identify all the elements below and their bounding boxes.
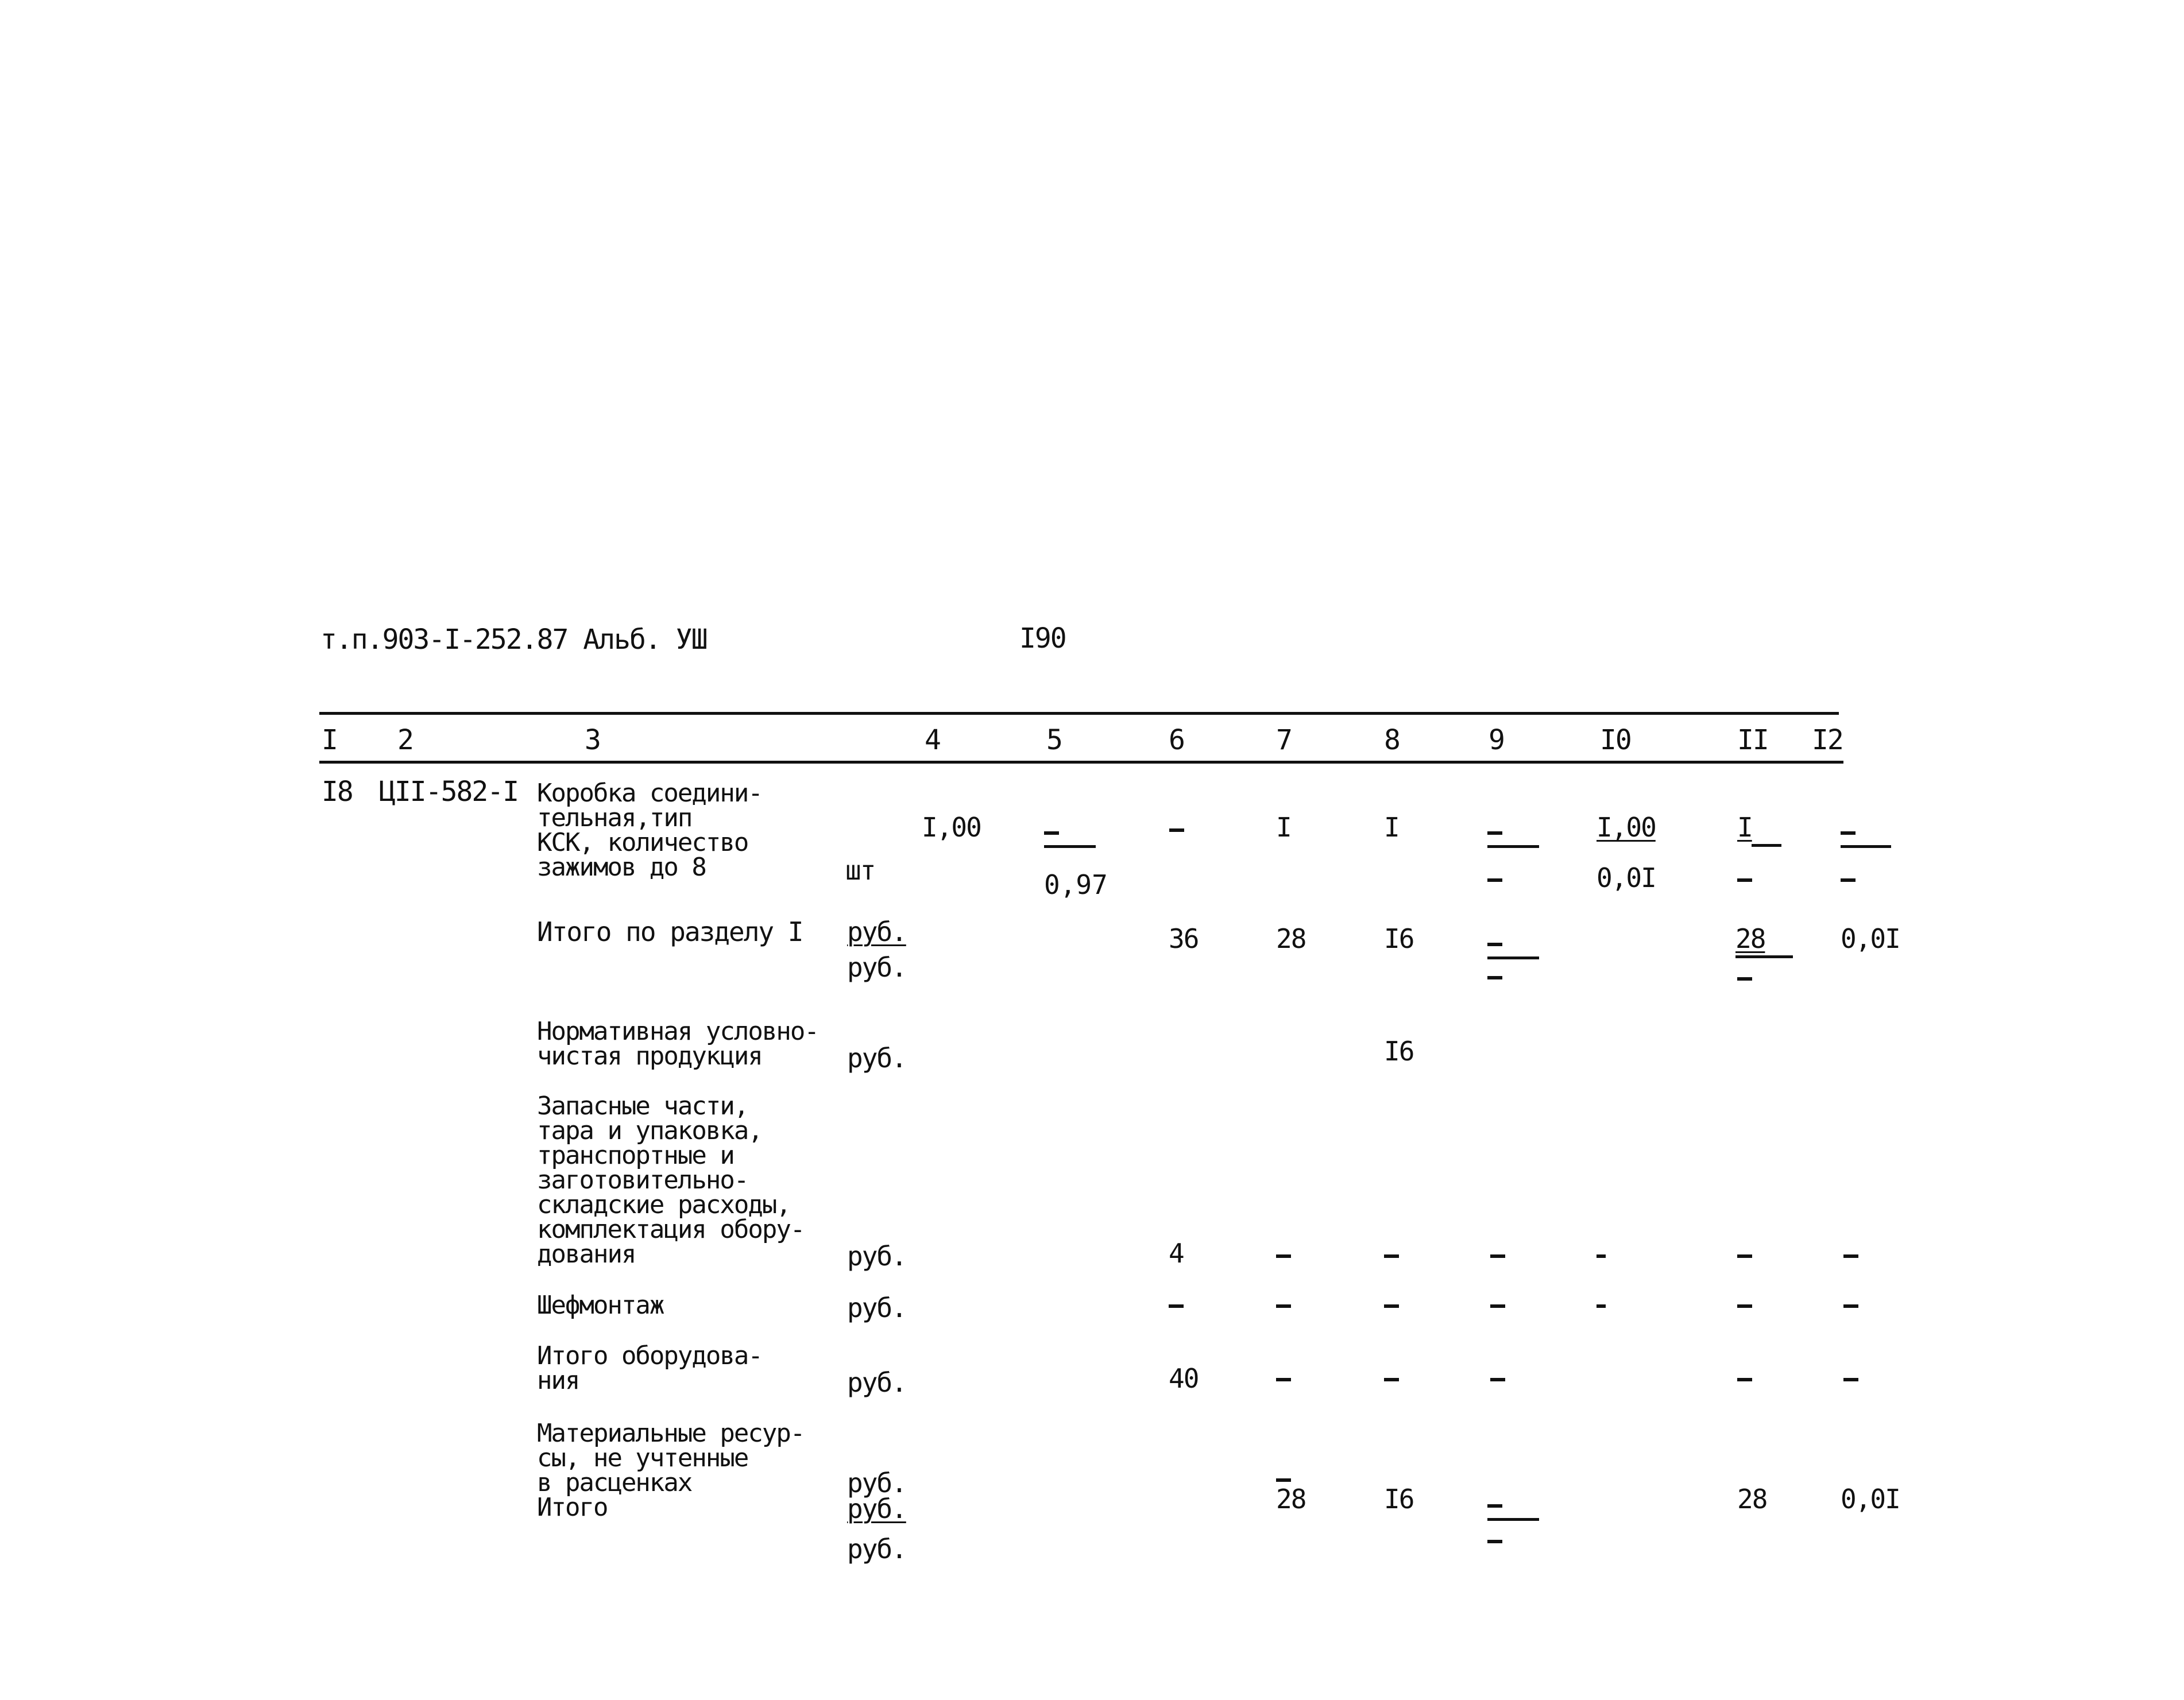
dash-mark (1384, 1254, 1399, 1258)
column-header: 8 (1384, 724, 1400, 756)
dash-mark (1843, 1304, 1858, 1308)
dash-mark (1276, 1378, 1291, 1381)
dash-mark (1737, 1254, 1752, 1258)
column-header: 5 (1046, 724, 1062, 756)
column-header: 9 (1489, 724, 1504, 756)
fraction-bar (1044, 845, 1096, 848)
dash-mark (1597, 1254, 1606, 1258)
row-label-line: чистая продукция (537, 1041, 762, 1071)
dash-mark (1276, 1304, 1291, 1308)
row-label-line: комплектация обору- (537, 1215, 805, 1244)
cell-col10-denominator: 0,0I (1597, 862, 1656, 893)
cell-col4: I,00 (922, 812, 981, 843)
dash-mark (1276, 1478, 1291, 1482)
unit-of-measure: руб. (847, 1467, 906, 1498)
row-label-line: Запасные части, (537, 1091, 748, 1121)
fraction-bar (1735, 955, 1793, 958)
cell-col10-numerator: I,00 (1597, 812, 1656, 843)
cell-col9 (1487, 814, 1545, 877)
row-label-line: ния (537, 1366, 579, 1395)
row-label-line: Итого оборудова- (537, 1341, 762, 1370)
column-header: 2 (397, 724, 413, 756)
unit-of-measure: руб. (847, 916, 906, 947)
cell-col7: 28 (1276, 923, 1306, 954)
column-header: I (322, 724, 337, 756)
dash-mark (1487, 1540, 1502, 1543)
dash-mark (1737, 1304, 1752, 1308)
cell-col11-numerator: 28 (1735, 923, 1765, 954)
unit-of-measure: руб. (847, 1367, 906, 1398)
unit-of-measure: шт (845, 855, 875, 886)
column-header: 3 (585, 724, 600, 756)
row-label-line: сы, не учтенные (537, 1443, 748, 1473)
row-label-line: тара и упаковка, (537, 1116, 762, 1145)
cell-col7: 28 (1276, 1484, 1306, 1515)
dash-mark (1384, 1378, 1399, 1381)
cell-col12: 0,0I (1841, 1484, 1900, 1515)
unit-of-measure: руб. (847, 1534, 906, 1565)
dash-mark (1737, 878, 1752, 882)
price-code: ЦII-582-I (379, 776, 519, 808)
unit-of-measure: руб. (847, 1493, 906, 1524)
row-label-line: Материальные ресур- (537, 1419, 805, 1448)
fraction-bar (1487, 957, 1539, 959)
cell-col9 (1487, 1487, 1545, 1550)
fraction-bar (1841, 845, 1891, 848)
table-header-rule (319, 761, 1843, 764)
column-header: 4 (925, 724, 940, 756)
row-label: Итого по разделу I (537, 916, 803, 947)
item-description-line: тельная,тип (537, 803, 692, 832)
dash-mark (1487, 976, 1502, 979)
dash-mark (1490, 1378, 1505, 1381)
dash-mark (1490, 1254, 1505, 1258)
cell-col8: I (1384, 812, 1399, 843)
cell-col5 (1044, 814, 1108, 900)
unit-of-measure: руб. (847, 1241, 906, 1272)
dash-mark (1737, 977, 1752, 981)
cell-col6: 40 (1169, 1363, 1199, 1394)
dash-mark (1487, 831, 1502, 835)
row-label-line: дования (537, 1240, 636, 1269)
dash-mark (1841, 831, 1856, 835)
cell-col11: 28 (1737, 1484, 1767, 1515)
cell-col12: 0,0I (1841, 923, 1900, 954)
row-label-line: в расценках (537, 1468, 692, 1497)
row-label-line: транспортные и (537, 1141, 734, 1170)
unit-of-measure: руб. (847, 1043, 906, 1074)
fraction-bar (1752, 844, 1781, 847)
dash-mark (1487, 1504, 1502, 1508)
dash-mark (1487, 878, 1502, 882)
row-number: I8 (322, 776, 353, 808)
cell-col9 (1487, 925, 1545, 989)
dash-mark (1044, 831, 1059, 835)
unit-of-measure: руб. (847, 952, 906, 983)
dash-mark (1169, 828, 1184, 832)
cell-col5-denominator: 0,97 (1044, 869, 1108, 900)
row-label-line: Итого (537, 1493, 608, 1522)
unit-of-measure: руб. (847, 1292, 906, 1323)
item-description-line: КСК, количество (537, 828, 748, 857)
page-number: I90 (1019, 622, 1066, 655)
cell-col8: I6 (1384, 923, 1414, 954)
dash-mark (1841, 878, 1856, 882)
row-label-line: Нормативная условно- (537, 1017, 818, 1046)
dash-mark (1737, 1378, 1752, 1381)
cell-col8: I6 (1384, 1484, 1414, 1515)
row-label: Шефмонтаж (537, 1291, 664, 1320)
item-description-line: Коробка соедини- (537, 779, 762, 808)
fraction-bar (1487, 1518, 1539, 1521)
cell-col11-numerator: I (1737, 812, 1752, 843)
dash-mark (1169, 1304, 1184, 1308)
dash-mark (1487, 943, 1502, 946)
dash-mark (1276, 1254, 1291, 1258)
column-header: I2 (1812, 724, 1843, 756)
cell-col7: I (1276, 812, 1291, 843)
dash-mark (1490, 1304, 1505, 1308)
cell-col8: I6 (1384, 1036, 1414, 1067)
row-label-line: заготовительно- (537, 1165, 748, 1195)
dash-mark (1384, 1304, 1399, 1308)
column-header: 6 (1169, 724, 1184, 756)
item-description-line: зажимов до 8 (537, 853, 706, 882)
cell-col6: 36 (1169, 923, 1199, 954)
column-header: 7 (1276, 724, 1292, 756)
dash-mark (1597, 1304, 1606, 1308)
column-header: I0 (1600, 724, 1631, 756)
cell-col6: 4 (1169, 1238, 1184, 1269)
cell-col12 (1841, 814, 1898, 877)
row-label-line: складские расходы, (537, 1190, 790, 1219)
document-reference: т.п.903-I-252.87 Альб. УШ (320, 624, 707, 656)
column-header: II (1737, 724, 1768, 756)
fraction-bar (1487, 845, 1539, 848)
dash-mark (1843, 1254, 1858, 1258)
table-top-rule (319, 712, 1839, 715)
dash-mark (1843, 1378, 1858, 1381)
